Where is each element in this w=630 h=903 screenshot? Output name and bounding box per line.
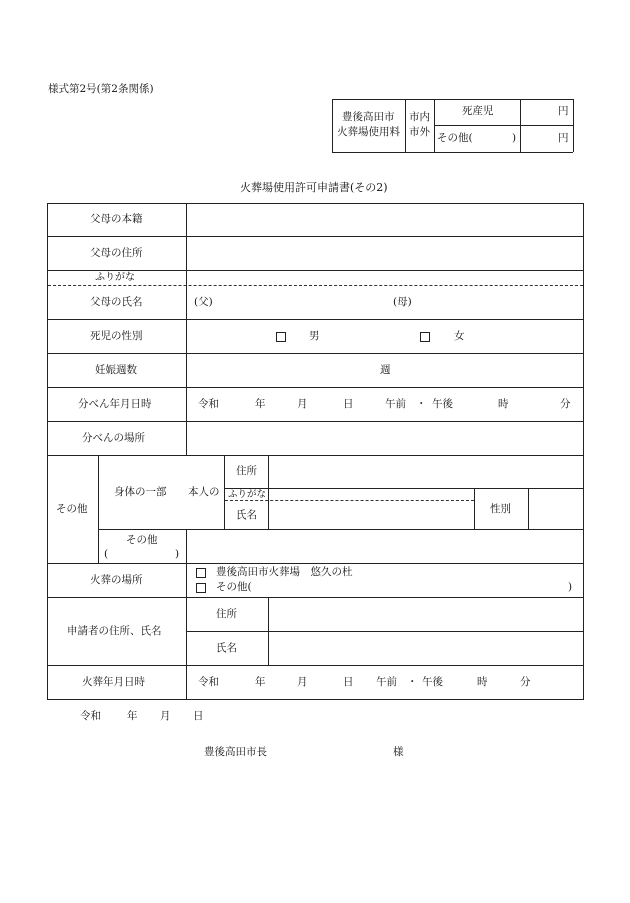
fee-label-crematorium: 火葬場使用料: [337, 126, 400, 138]
label-applicant: 申請者の住所、氏名: [67, 625, 162, 637]
other-paren-close: ): [175, 548, 180, 560]
fee-yen-1: 円: [558, 105, 569, 117]
fee-yen-2: 円: [558, 132, 569, 144]
label-other: その他: [126, 534, 158, 546]
label-sex: 性別: [490, 503, 511, 515]
father-label: (父): [194, 296, 213, 308]
label-person-furigana: ふりがな: [228, 489, 267, 500]
label-person-address: 住所: [236, 465, 257, 477]
form-number: 様式第2号(第2条関係): [48, 83, 154, 95]
fee-inside-city: 市内: [409, 111, 430, 123]
label-person-name: 氏名: [236, 509, 257, 521]
mayor-addressee: 豊後高田市長: [204, 746, 267, 758]
place-option-2-close: ): [568, 581, 573, 593]
week-unit: 週: [380, 364, 391, 376]
label-parents-domicile: 父母の本籍: [90, 213, 143, 225]
label-delivery-datetime: 分べん年月日時: [78, 398, 152, 410]
place-option-1: 豊後高田市火葬場 悠久の杜: [216, 566, 353, 578]
fee-outside-city: 市外: [409, 126, 430, 138]
label-furigana: ふりがな: [95, 272, 135, 283]
label-cremation-datetime: 火葬年月日時: [82, 676, 145, 688]
label-parents-address: 父母の住所: [90, 247, 143, 259]
label-stillborn-sex: 死児の性別: [90, 330, 143, 342]
fee-other-close: ): [512, 132, 517, 144]
page-title: 火葬場使用許可申請書(その2): [240, 181, 388, 194]
label-parents-name: 父母の氏名: [90, 296, 143, 308]
female-checkbox[interactable]: [420, 332, 430, 342]
label-person: 本人の: [188, 486, 220, 498]
place-option-1-checkbox[interactable]: [196, 568, 206, 578]
other-paren-open: (: [104, 548, 109, 560]
place-option-2-checkbox[interactable]: [196, 583, 206, 593]
female-label: 女: [454, 330, 465, 342]
label-applicant-name: 氏名: [216, 642, 237, 654]
fee-label-city: 豊後高田市: [342, 111, 395, 123]
male-label: 男: [309, 330, 320, 342]
honorific: 様: [393, 746, 404, 758]
label-applicant-address: 住所: [216, 608, 237, 620]
fee-stillborn: 死産児: [462, 105, 494, 117]
male-checkbox[interactable]: [276, 332, 286, 342]
label-delivery-place: 分べんの場所: [82, 432, 145, 444]
label-gestation-weeks: 妊娠週数: [95, 364, 137, 376]
mother-label: (母): [393, 296, 412, 308]
label-other-section: その他: [56, 503, 88, 515]
place-option-2: その他(: [216, 581, 252, 593]
label-body-part: 身体の一部: [114, 486, 167, 498]
label-cremation-place: 火葬の場所: [90, 574, 143, 586]
fee-other: その他(: [437, 132, 473, 144]
